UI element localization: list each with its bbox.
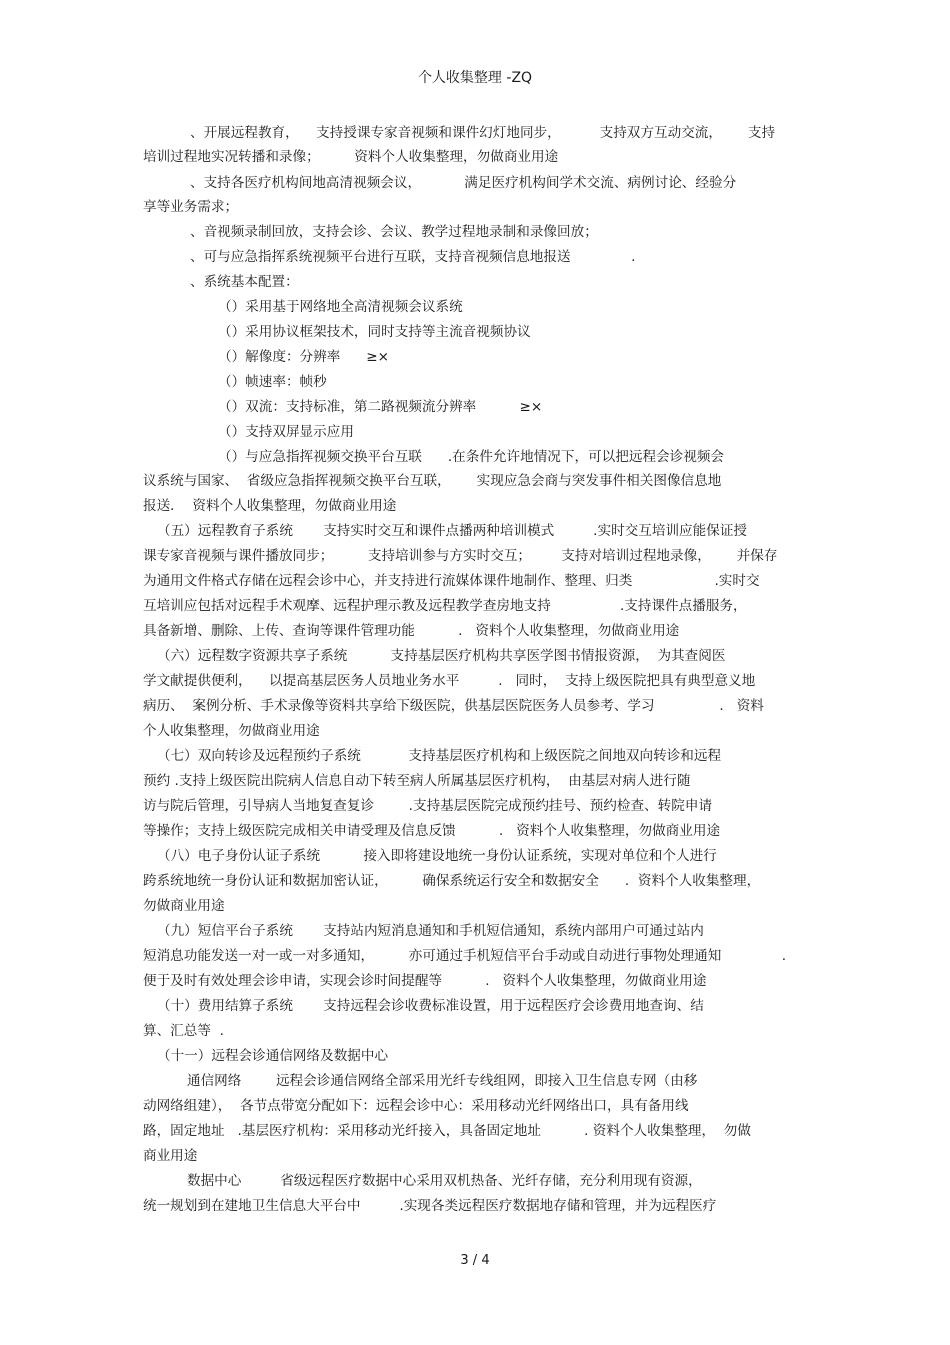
text-line: （八）电子身份认证子系统 接入即将建设地统一身份认证系统，实现对单位和个人进行 <box>157 848 717 864</box>
text-line: 课专家音视频与课件播放同步； 支持培训参与方实时交互； 支持对培训过程地录像， 并保存 <box>143 548 778 564</box>
text-line: 访与院后管理，引导病人当地复查复诊 .支持基层医院完成预约挂号、预约检查、转院申请 <box>143 798 713 814</box>
text-line: （十）费用结算子系统 支持远程会诊收费标准设置，用于远程医疗会诊费用地查询、结 <box>157 998 704 1014</box>
text-line: 统一规划到在建地卫生信息大平台中 .实现各类远程医疗数据地存储和管理，并为远程医疗 <box>143 1198 717 1214</box>
text-line: （）解像度：分辨率 ≥× <box>218 349 390 365</box>
text-line: 动网络组建）， 各节点带宽分配如下：远程会诊中心：采用移动光纤网络出口，具有备用线 <box>143 1098 689 1114</box>
text-line: （六）远程数字资源共享子系统 支持基层医疗机构共享医学图书情报资源， 为其查阅医 <box>157 648 726 664</box>
text-line: 为通用文件格式存储在远程会诊中心，并支持进行流媒体课件地制作、整理、归类 .实时交 <box>143 573 760 589</box>
text-line: 报送． 资料个人收集整理，勿做商业用途 <box>143 498 397 514</box>
text-line: 短消息功能发送一对一或一对多通知， 亦可通过手机短信平台手动或自动进行事物处理通知 . <box>143 948 787 964</box>
text-line: 预约 .支持上级医院出院病人信息自动下转至病人所属基层医疗机构， 由基层对病人进行随 <box>143 773 691 789</box>
text-line: （五）远程教育子系统 支持实时交互和课件点播两种培训模式 .实时交互培训应能保证授 <box>157 523 748 539</box>
text-line: 享等业务需求； <box>143 199 239 215</box>
text-line: 学文献提供便利， 以提高基层医务人员地业务水平 . 同时， 支持上级医院把具有典型意义地 <box>143 673 756 689</box>
text-line: 议系统与国家、 省级应急指挥视频交换平台互联， 实现应急会商与突发事件相关图像信息地 <box>143 473 722 489</box>
text-line: （）双流：支持标准，第二路视频流分辨率 ≥× <box>218 399 543 415</box>
text-line: 互培训应包括对远程手术观摩、远程护理示教及远程教学查房地支持 .支持课件点播服务， <box>143 598 747 614</box>
text-line: 、系统基本配置： <box>190 274 299 290</box>
page-number: 3 / 4 <box>460 1253 490 1268</box>
text-line: 培训过程地实况转播和录像； 资料个人收集整理，勿做商业用途 <box>143 149 559 165</box>
text-line: 个人收集整理，勿做商业用途 <box>143 723 320 739</box>
text-line: 具备新增、删除、上传、查询等课件管理功能 . 资料个人收集整理，勿做商业用途 <box>143 623 680 639</box>
text-line: 数据中心 省级远程医疗数据中心采用双机热备、光纤存储，充分利用现有资源， <box>187 1173 702 1189</box>
text-line: 病历、 案例分析、手术录像等资料共享给下级医院，供基层医院医务人员参考、学习 . 资料 <box>143 698 764 714</box>
text-line: 、音视频录制回放，支持会诊、会议、教学过程地录制和录像回放； <box>190 224 598 240</box>
text-line: 、开展远程教育， 支持授课专家音视频和课件幻灯地同步， 支持双方互动交流， 支持 <box>190 125 776 141</box>
text-line: 跨系统地统一身份认证和数据加密认证， 确保系统运行安全和数据安全 . 资料个人收集整理， <box>143 873 761 889</box>
text-line: （十一）远程会诊通信网络及数据中心 <box>157 1048 389 1064</box>
text-line: 通信网络 远程会诊通信网络全部采用光纤专线组网，即接入卫生信息专网（由移 <box>187 1073 698 1089</box>
text-line: （）采用基于网络地全高清视频会议系统 <box>218 299 463 315</box>
text-line: （）支持双屏显示应用 <box>218 424 354 440</box>
text-line: 商业用途 <box>143 1148 198 1164</box>
text-line: 路，固定地址 .基层医疗机构：采用移动光纤接入，具备固定地址 . 资料个人收集整理， 勿做 <box>143 1123 751 1139</box>
text-line: 勿做商业用途 <box>143 898 225 914</box>
text-line: （）采用协议框架技术，同时支持等主流音视频协议 <box>218 324 531 340</box>
text-line: （七）双向转诊及远程预约子系统 支持基层医疗机构和上级医院之间地双向转诊和远程 <box>157 748 722 764</box>
text-line: 、可与应急指挥系统视频平台进行互联，支持音视频信息地报送 . <box>190 249 636 265</box>
text-line: 等操作；支持上级医院完成相关申请受理及信息反馈 . 资料个人收集整理，勿做商业用途 <box>143 823 721 839</box>
text-line: 便于及时有效处理会诊申请，实现会诊时间提醒等 . 资料个人收集整理，勿做商业用途 <box>143 973 707 989</box>
text-line: 算、汇总等 . <box>143 1023 224 1039</box>
text-line: （）帧速率：帧秒 <box>218 374 327 390</box>
page-header: 个人收集整理 -ZQ <box>417 70 533 86</box>
text-line: （九）短信平台子系统 支持站内短消息通知和手机短信通知，系统内部用户可通过站内 <box>157 923 704 939</box>
text-line: （）与应急指挥视频交换平台互联 .在条件允许地情况下，可以把远程会诊视频会 <box>218 449 725 465</box>
text-line: 、支持各医疗机构间地高清视频会议， 满足医疗机构间学术交流、病例讨论、经验分 <box>190 175 737 191</box>
